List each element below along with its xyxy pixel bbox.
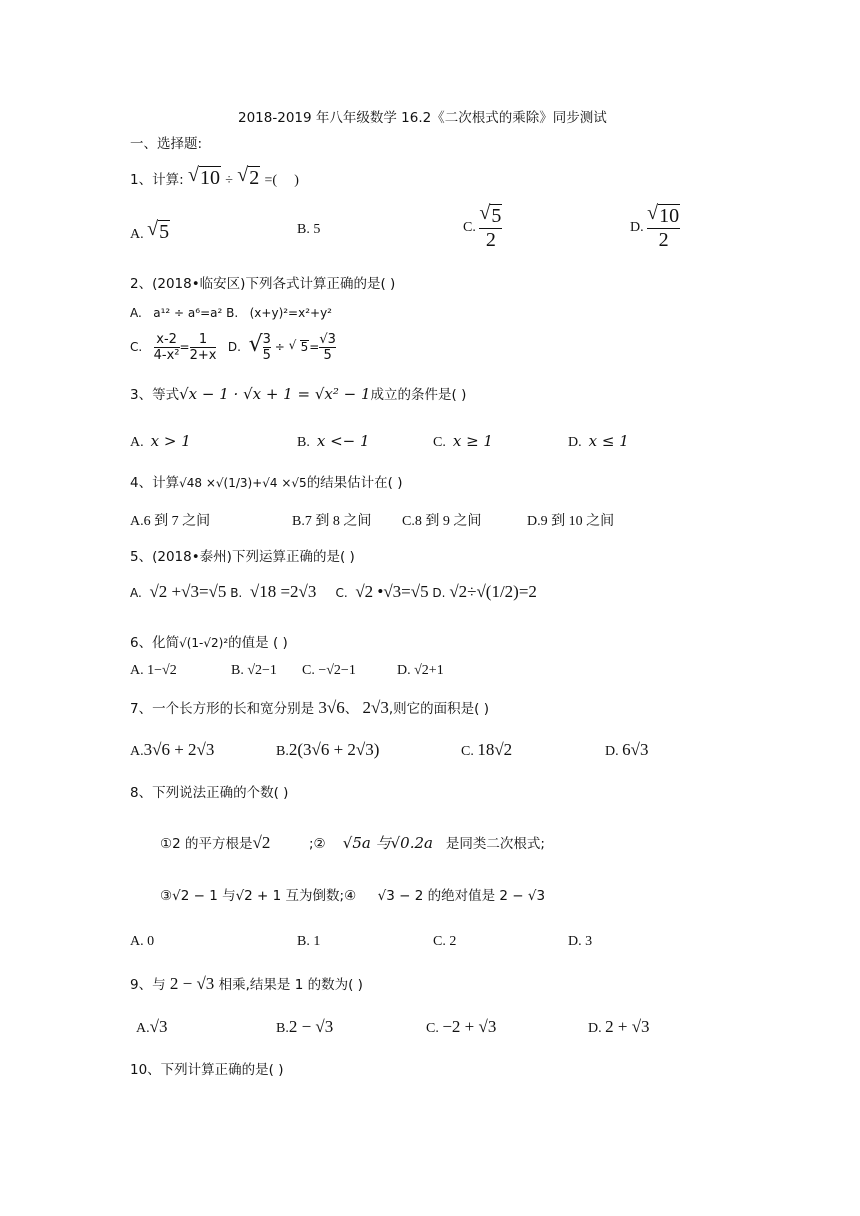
q2-d-den: 5 (323, 348, 332, 363)
q1-option-a (130, 220, 170, 244)
q5-b-expr: √18 =2√3 (249, 582, 317, 601)
q1-option-d-label: D. (630, 220, 644, 236)
q3-option-b (297, 432, 370, 451)
q4-prefix: 4、计算 (130, 475, 180, 491)
q2-c-den: 4-x² (153, 348, 180, 363)
q7-text: 7、一个长方形的长和宽分别是 (130, 701, 315, 717)
q9-c-value: −2 + √3 (442, 1017, 497, 1036)
q8-statement-3-4 (160, 884, 545, 904)
q2-d-div: ÷ (274, 340, 285, 354)
q3-c-value: x ≥ 1 (452, 432, 493, 450)
q2-d-num: √3 (319, 332, 336, 347)
q2-d-r2: 5 (300, 340, 309, 354)
q9-d-value: 2 + √3 (605, 1017, 650, 1036)
q3-option-c (433, 432, 493, 451)
q1-option-d-fraction (647, 204, 680, 252)
q2-c-num2: 1 (198, 332, 208, 347)
q2-option-a-label: A. (130, 306, 142, 320)
q7-c-label: C. (461, 744, 474, 759)
question-10-prompt: 10、下列计算正确的是( ) (130, 1062, 284, 1078)
q3-prefix: 3、等式 (130, 387, 180, 403)
question-1-prompt (130, 166, 299, 190)
q4-option-c: C.8 到 9 之间 (402, 514, 482, 529)
q3-d-value: x ≤ 1 (588, 432, 629, 450)
q3-d-label: D. (568, 435, 582, 450)
q2-d-r1n: 3 (262, 332, 271, 347)
q7-option-a (130, 740, 214, 760)
q8-s2-text: 是同类二次根式; (445, 836, 545, 852)
q4-expression: √48 ×√(1/3)+√4 ×√5 (179, 476, 307, 490)
q8-option-c: C. 2 (433, 934, 457, 949)
q4-suffix: 的结果估计在( ) (306, 475, 403, 491)
q8-option-d: D. 3 (568, 934, 593, 949)
q8-option-b: B. 1 (297, 934, 321, 949)
section-heading: 一、选择题: (130, 136, 203, 152)
q7-length: 3√6 (318, 698, 345, 717)
question-6-prompt (130, 631, 288, 651)
q2-options-cd: C. $\frac{x-2}{\text{4-x²}}$ = $\frac{1}{2+x}$ D. √ $\frac{3}{5}$ ÷ √ 5= $\frac{√3}{5}$ (130, 332, 336, 363)
q5-d-label: D. (432, 586, 446, 600)
q5-a-label: A. (130, 586, 142, 600)
q1-c-den: 2 (485, 229, 496, 251)
q7-option-d (605, 740, 648, 760)
page-title: 2018-2019 年八年级数学 16.2《二次根式的乘除》同步测试 (238, 110, 607, 126)
q9-suffix: 相乘,结果是 1 的数为( ) (218, 977, 363, 993)
q1-option-b: B. 5 (297, 222, 321, 237)
q2-option-d-label: D. (227, 340, 241, 354)
q1-option-d (630, 204, 680, 252)
q7-sep: 、 (344, 701, 359, 717)
q3-expression: √x − 1 · √x + 1 = √x² − 1 (179, 385, 371, 403)
q9-a-value: √3 (149, 1017, 168, 1036)
q9-b-label: B. (276, 1021, 289, 1036)
q9-d-label: D. (588, 1021, 602, 1036)
q1-eq: =( (264, 173, 278, 188)
q1-option-a-label: A. (130, 227, 144, 242)
q6-option-d: D. √2+1 (397, 663, 444, 678)
q2-option-b-expr: (x+y)²=x²+y² (249, 306, 332, 320)
q3-b-label: B. (297, 435, 310, 450)
q2-c-fraction-2 (190, 332, 217, 363)
q7-b-label: B. (276, 744, 289, 759)
q5-options (130, 582, 537, 602)
q3-suffix: 成立的条件是( ) (370, 387, 467, 403)
q3-a-value: x > 1 (150, 432, 191, 450)
question-4-prompt (130, 471, 403, 491)
q1-close: ) (294, 173, 299, 188)
q1-option-c-fraction (479, 204, 502, 252)
q2-options-ab (130, 306, 332, 320)
q3-option-a (130, 432, 191, 451)
q8-statement-1-2 (160, 832, 545, 853)
q1-option-c (463, 204, 502, 252)
q3-option-d (568, 432, 629, 451)
q5-b-label: B. (230, 586, 243, 600)
q6-option-b: B. √2−1 (231, 663, 277, 678)
q5-c-label: C. (335, 586, 348, 600)
q2-c-num: x-2 (156, 332, 177, 347)
q1-c-num: 5 (491, 205, 502, 227)
question-5-prompt: 5、(2018•泰州)下列运算正确的是( ) (130, 549, 355, 565)
q7-suffix: ,则它的面积是( ) (388, 701, 489, 717)
q7-d-label: D. (605, 744, 619, 759)
question-8-prompt: 8、下列说法正确的个数( ) (130, 785, 289, 801)
q9-b-value: 2 − √3 (288, 1017, 334, 1036)
q7-a-value: 3√6 + 2√3 (143, 740, 215, 759)
q9-option-d (588, 1017, 650, 1037)
q8-s2-value: √5a 与√0.2a (342, 834, 433, 852)
q6-prefix: 6、化简 (130, 635, 180, 651)
q8-s2: ;② (308, 836, 326, 852)
q5-c-expr: √2 •√3=√5 (355, 582, 429, 601)
q2-c-fraction-1 (154, 332, 180, 363)
q9-c-label: C. (426, 1021, 439, 1036)
q2-d-fraction-2 (319, 332, 336, 363)
q3-a-label: A. (130, 435, 144, 450)
q1-d-den: 2 (658, 229, 669, 251)
q8-s4: √3 − 2 的绝对值是 2 − √3 (377, 888, 546, 904)
q7-d-value: 6√3 (622, 740, 649, 759)
q8-option-a: A. 0 (130, 934, 155, 949)
q2-d-fraction-1 (263, 332, 271, 363)
q2-option-c-label: C. (130, 340, 143, 354)
q3-c-label: C. (433, 435, 446, 450)
q7-c-value: 18√2 (477, 740, 513, 759)
q9-prefix: 9、与 (130, 977, 166, 993)
q1-option-c-label: C. (463, 220, 476, 236)
q6-option-c: C. −√2−1 (302, 663, 356, 678)
q9-option-b (276, 1017, 333, 1037)
q9-option-c (426, 1017, 496, 1037)
q3-b-value: x <− 1 (316, 432, 370, 450)
q8-s3: ③√2 − 1 与√2 + 1 互为倒数;④ (160, 888, 357, 904)
q9-expression: 2 − √3 (169, 974, 215, 993)
question-7-prompt (130, 697, 489, 718)
q7-option-b (276, 740, 379, 760)
q4-option-a: A.6 到 7 之间 (130, 514, 211, 529)
q1-div: ÷ (225, 173, 233, 188)
q5-a-expr: √2 +√3=√5 (149, 582, 227, 601)
q1-radicand-2: 2 (249, 167, 260, 189)
q8-s1: ①2 的平方根是 (160, 836, 253, 852)
q9-a-label: A. (136, 1021, 150, 1036)
q2-c-den2: 2+x (189, 348, 217, 363)
q6-option-a: A. 1−√2 (130, 663, 177, 678)
q6-suffix: 的值是 ( ) (228, 635, 288, 651)
question-9-prompt (130, 973, 363, 994)
q1-prefix: 1、计算: (130, 172, 184, 188)
q1-d-num: 10 (659, 205, 680, 227)
q4-option-b: B.7 到 8 之间 (292, 514, 372, 529)
q4-option-d: D.9 到 10 之间 (527, 514, 615, 529)
q7-width: 2√3 (362, 698, 389, 717)
q1-radicand-1: 10 (199, 167, 220, 189)
q2-d-r1d: 5 (262, 348, 271, 363)
q9-option-a (136, 1017, 167, 1037)
q2-c-eq: = (179, 340, 190, 354)
q1-option-a-value: 5 (159, 221, 170, 243)
question-3-prompt (130, 383, 466, 403)
q8-s1-value: √2 (252, 833, 271, 852)
q2-option-a-expr: a¹² ÷ a⁶=a² B. (153, 306, 239, 320)
q5-d-expr: √2÷√(1/2)=2 (449, 582, 537, 601)
question-2-prompt: 2、(2018•临安区)下列各式计算正确的是( ) (130, 276, 396, 292)
q6-expression: √(1-√2)² (179, 636, 229, 650)
q2-d-eq: = (309, 340, 320, 354)
q7-option-c (461, 740, 512, 760)
q7-b-value: 2(3√6 + 2√3) (288, 740, 380, 759)
q7-a-label: A. (130, 744, 144, 759)
